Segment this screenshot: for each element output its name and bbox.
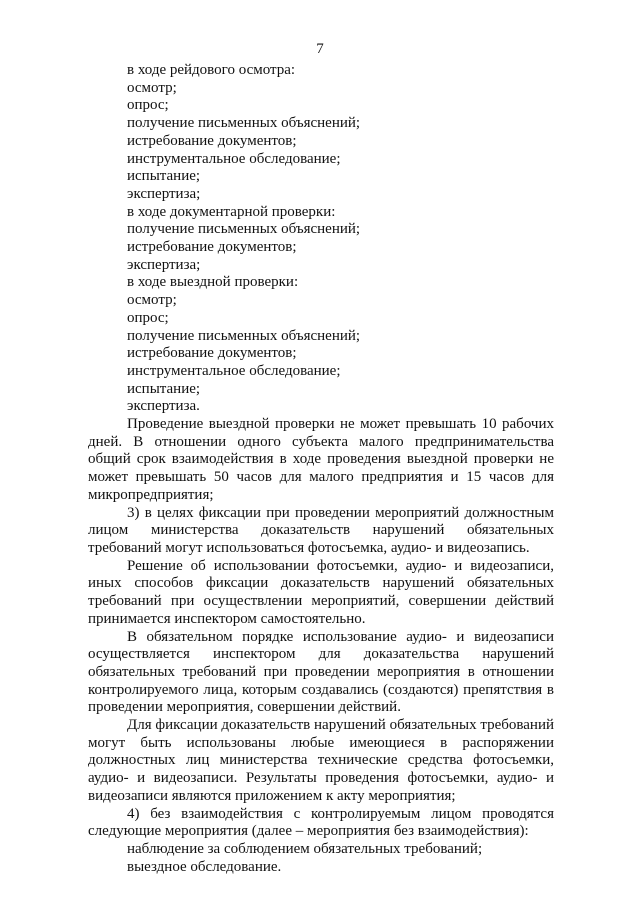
list-item: в ходе документарной проверки: <box>127 203 336 220</box>
no-interaction-list <box>88 841 554 876</box>
list-item: истребование документов; <box>127 239 297 256</box>
paragraph-recording-decision: Решение об использовании фотосъемки, аудио- и видеозаписи, иных способов фиксации доказательств нарушений обязательных требований при осуществлении мероприятий, совершении действий принимается инспектором самостоятельно. <box>88 557 554 627</box>
list-item: выездное обследование. <box>127 858 282 875</box>
document-body <box>88 62 554 876</box>
activity-list <box>88 62 554 416</box>
list-item: испытание; <box>127 380 201 397</box>
list-item: осмотр; <box>127 79 177 96</box>
page-number: 7 <box>316 41 324 57</box>
list-item: получение письменных объяснений; <box>127 221 361 238</box>
paragraph-mandatory-recording: В обязательном порядке использование аудио- и видеозаписи осуществляется инспектором для доказательства нарушений обязательных требований при проведении мероприятия в отношении контролируемого лица, которым создавались (создаются) препятствия в проведении мероприятия, совершении действий. <box>88 628 554 716</box>
paragraph-recording-means: Для фиксации доказательств нарушений обязательных требований могут быть использованы любые имеющиеся в распоряжении должностных лиц министерства технические средства фотосъемки, аудио- и видеозаписи. Результаты проведения фотосъемки, аудио- и видеозаписи являются приложением к акту мероприятия; <box>88 717 554 804</box>
list-item: в ходе выездной проверки: <box>127 274 299 291</box>
paragraph-inspection-duration: Проведение выездной проверки не может превышать 10 рабочих дней. В отношении одного субъекта малого предпринимательства общий срок взаимодействия в ходе проведения выездной проверки не может превышать 50 часов для малого предприятия и 15 часов для микропредприятия; <box>88 416 554 503</box>
list-item: опрос; <box>127 97 169 114</box>
list-item: истребование документов; <box>127 345 297 362</box>
list-item: испытание; <box>127 168 201 185</box>
list-item: инструментальное обследование; <box>127 362 341 379</box>
list-item: экспертиза; <box>127 185 201 202</box>
paragraph-evidence-recording: 3) в целях фиксации при проведении мероприятий должностным лицом министерства доказательств нарушений обязательных требований могут использоваться фотосъемка, аудио- и видеозапись. <box>88 504 554 556</box>
list-item: экспертиза; <box>127 256 201 273</box>
list-item: опрос; <box>127 309 169 326</box>
list-item: осмотр; <box>127 292 177 309</box>
list-item: в ходе рейдового осмотра: <box>127 62 296 78</box>
list-item: получение письменных объяснений; <box>127 115 361 132</box>
list-item: наблюдение за соблюдением обязательных требований; <box>127 840 483 857</box>
list-item: инструментальное обследование; <box>127 150 341 167</box>
list-item: экспертиза. <box>127 398 200 415</box>
list-item: истребование документов; <box>127 132 297 149</box>
paragraph-no-interaction: 4) без взаимодействия с контролируемым лицом проводятся следующие мероприятия (далее – мероприятия без взаимодействия): <box>88 805 554 840</box>
list-item: получение письменных объяснений; <box>127 327 361 344</box>
